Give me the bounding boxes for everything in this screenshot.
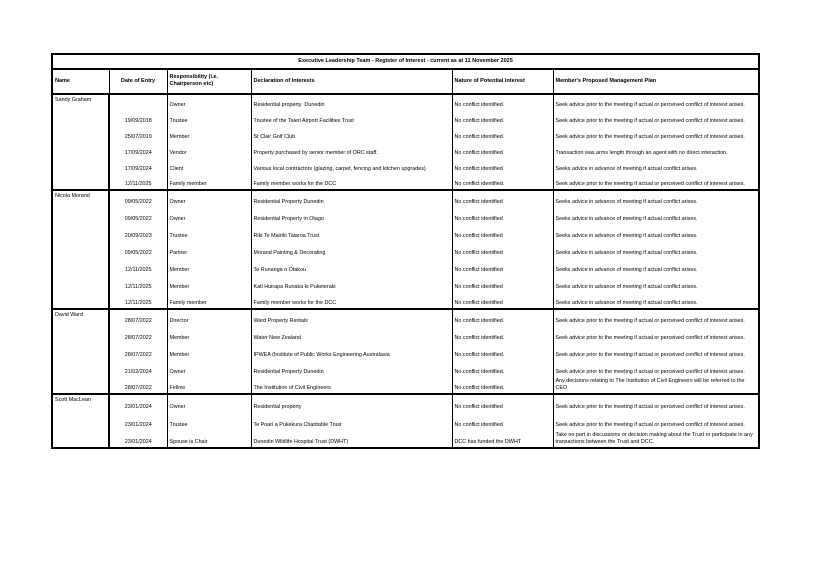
column-header-name: Name (52, 69, 109, 94)
date-cell: 12/11/2025 (124, 300, 152, 306)
table-row (52, 241, 759, 258)
date-cell: 28/07/2022 (124, 335, 152, 341)
nature-cell: No conflict identified. (452, 360, 553, 377)
responsibility-cell: Spouse is Chair (167, 430, 251, 448)
nature-cell: No conflict identified (452, 224, 553, 241)
declaration-cell: Trustee of the Taieri Airport Facilities Trust (251, 110, 452, 126)
declaration-cell: Riki Te Mairiki Taiaroa Trust (251, 224, 452, 241)
page-title: Executive Leadership Team - Register of Interest - current as at 11 November 2025 (52, 54, 759, 69)
plan-cell: Seek advice prior to the meeting if actual or perceived conflict of interest arises. (553, 309, 759, 326)
nature-cell: No conflict identified (452, 142, 553, 158)
table-row (52, 412, 759, 430)
nature-cell: No conflict identified (452, 158, 553, 174)
table-row (52, 94, 759, 110)
declaration-cell: St Clair Golf Club (251, 126, 452, 142)
nature-cell: No conflict identified (452, 190, 553, 207)
responsibility-cell: Director (167, 309, 251, 326)
plan-cell: Seeks advice in advance of meeting if actual conflict arises. (553, 241, 759, 258)
date-cell: 17/09/2024 (124, 150, 152, 156)
nature-cell: No conflict identified. (452, 94, 553, 110)
member-name-cell: David Ward (52, 309, 109, 394)
nature-cell: No conflict identified. (452, 343, 553, 360)
date-cell: 09/05/2022 (124, 250, 152, 256)
responsibility-cell: Owner (167, 394, 251, 412)
table-row (52, 394, 759, 412)
responsibility-cell: Owner (167, 94, 251, 110)
plan-cell: Seek advice prior to the meeting if actual or perceived conflict of interest arises. (553, 343, 759, 360)
responsibility-cell: Member (167, 326, 251, 343)
register-sheet (51, 53, 760, 449)
responsibility-cell: Member (167, 343, 251, 360)
table-row (52, 126, 759, 142)
table-row (52, 142, 759, 158)
responsibility-cell: Member (167, 126, 251, 142)
date-cell: 23/01/2024 (109, 394, 167, 412)
register-table (51, 53, 760, 449)
responsibility-cell: Member (167, 258, 251, 275)
plan-cell: Seek advice prior to the meeting if actual or perceived conflict of interest arises. (553, 94, 759, 110)
nature-cell: No conflict identified (452, 292, 553, 309)
table-row (52, 190, 759, 207)
plan-cell: Seeks advice in advance of meeting if actual conflict arises. (553, 207, 759, 224)
table-row (52, 360, 759, 377)
date-cell: 12/11/2025 (124, 181, 152, 187)
plan-cell: Seeks advice in advance of meeting if actual conflict arises. (553, 275, 759, 292)
declaration-cell: Morand Painting & Decorating (251, 241, 452, 258)
table-row (52, 292, 759, 309)
declaration-cell: Te Poari a Pukekura Charitable Trust (251, 412, 452, 430)
column-header-management-plan: Member's Proposed Management Plan (553, 69, 759, 94)
title-row (52, 54, 759, 69)
responsibility-cell: Owner (167, 360, 251, 377)
table-row (52, 258, 759, 275)
table-row (52, 309, 759, 326)
declaration-cell: Residential Property Dunedin (251, 360, 452, 377)
date-cell: 21/02/2024 (124, 369, 152, 375)
column-header-date-of-entry: Date of Entry (109, 69, 167, 94)
date-cell (109, 94, 167, 110)
plan-cell: Seek advice prior to the meeting if actual or perceived conflict of interest arises. (553, 326, 759, 343)
table-row (52, 275, 759, 292)
plan-cell: Seek advice prior to the meeting if actual or perceived conflict of interest arises. (553, 394, 759, 412)
member-name-cell: Sandy Graham (52, 94, 109, 190)
plan-cell: Seek advice prior to the meeting if actual or perceived conflict of interest arises. (553, 126, 759, 142)
date-cell: 28/07/2022 (109, 309, 167, 326)
column-header-nature-of-potential-interest: Nature of Potential Interest (452, 69, 553, 94)
table-row (52, 343, 759, 360)
declaration-cell: Water New Zealand (251, 326, 452, 343)
plan-cell: Seeks advice in advance of meeting if actual conflict arises. (553, 158, 759, 174)
declaration-cell: Te Runanga o Otakou (251, 258, 452, 275)
date-cell: 23/01/2024 (124, 422, 152, 428)
nature-cell: No conflict identified. (452, 309, 553, 326)
date-cell: 17/09/2024 (124, 166, 152, 172)
declaration-cell: Property purchased by senior member of ORC staff. (251, 142, 452, 158)
column-header-responsibility: Responsibility (i.e. Chairperson etc) (167, 69, 251, 94)
plan-cell: Transaction was arms length through an agent with no direct interaction. (553, 142, 759, 158)
member-name-cell: Scott MacLean (52, 394, 109, 448)
table-row (52, 430, 759, 448)
table-row (52, 207, 759, 224)
declaration-cell: Family member works for the DCC (251, 174, 452, 190)
declaration-cell: IPWEA (Institute of Public Works Engineering Australasia (251, 343, 452, 360)
date-cell: 09/05/2022 (109, 190, 167, 207)
column-header-row (52, 69, 759, 94)
declaration-cell: The Institution of Civil Engineers (251, 377, 452, 394)
plan-cell: Seek advice prior to the meeting if actual or perceived conflict of interest arises. (553, 110, 759, 126)
date-cell: 25/07/2019 (124, 134, 152, 140)
nature-cell: No conflict identified. (452, 377, 553, 394)
nature-cell: No conflict identified (452, 275, 553, 292)
declaration-cell: Family member works for the DCC (251, 292, 452, 309)
plan-cell: Seek advice prior to the meeting if actual or perceived conflict of interest arises. (553, 360, 759, 377)
responsibility-cell: Trustee (167, 224, 251, 241)
responsibility-cell: Family member (167, 174, 251, 190)
declaration-cell: Dunedin Wildlife Hospital Trust (DWHT) (251, 430, 452, 448)
plan-cell: Any decisions relating to The Institution of Civil Engineers will be referred to the CEO (553, 377, 759, 394)
responsibility-cell: Client (167, 158, 251, 174)
responsibility-cell: Trustee (167, 412, 251, 430)
responsibility-cell: Fellow (167, 377, 251, 394)
nature-cell: No conflict identified. (452, 110, 553, 126)
responsibility-cell: Owner (167, 190, 251, 207)
table-row (52, 224, 759, 241)
date-cell: 20/09/2023 (124, 233, 152, 239)
nature-cell: No conflict identified (452, 258, 553, 275)
declaration-cell: Ward Property Rentals (251, 309, 452, 326)
declaration-cell: Residential property (251, 394, 452, 412)
plan-cell: Seeks advice in advance of meeting if actual conflict arises. (553, 258, 759, 275)
responsibility-cell: Owner (167, 207, 251, 224)
plan-cell: Seeks advice in advance of meeting if actual conflict arises. (553, 190, 759, 207)
column-header-declaration-of-interests: Declaration of Interests (251, 69, 452, 94)
date-cell: 28/07/2022 (124, 352, 152, 358)
nature-cell: No conflict identified (452, 412, 553, 430)
plan-cell: Seek advice prior to the meeting if actual or perceived conflict of interest arises. (553, 174, 759, 190)
nature-cell: No conflict identified (452, 394, 553, 412)
plan-cell: Take no part in discussions or decision making about the Trust or participate in any transactions between the Trust and DCC. (553, 430, 759, 448)
nature-cell: DCC has funded the DWHT (452, 430, 553, 448)
nature-cell: No conflict identified (452, 241, 553, 258)
table-row (52, 158, 759, 174)
declaration-cell: Residential Property Dunedin (251, 190, 452, 207)
date-cell: 28/07/2022 (124, 385, 152, 391)
date-cell: 09/05/2022 (124, 216, 152, 222)
plan-cell: Seeks advice in advance of meeting if actual conflict arises. (553, 292, 759, 309)
responsibility-cell: Partner (167, 241, 251, 258)
nature-cell: No conflict identified (452, 207, 553, 224)
date-cell: 12/11/2025 (124, 267, 152, 273)
table-row (52, 174, 759, 190)
nature-cell: No conflict identified. (452, 174, 553, 190)
responsibility-cell: Family member (167, 292, 251, 309)
date-cell: 19/09/2018 (124, 118, 152, 124)
member-name-cell: Nicola Morand (52, 190, 109, 309)
responsibility-cell: Member (167, 275, 251, 292)
nature-cell: No conflict identified. (452, 126, 553, 142)
table-row (52, 110, 759, 126)
date-cell: 23/01/2024 (124, 439, 152, 445)
plan-cell: Seeks advice in advance of meeting if actual conflict arises. (553, 224, 759, 241)
declaration-cell: Residential Property in Otago (251, 207, 452, 224)
declaration-cell: Residential property Dunedin (251, 94, 452, 110)
declaration-cell: Various local contractors (glazing, carpet, fencing and kitchen upgrades) (251, 158, 452, 174)
responsibility-cell: Trustee (167, 110, 251, 126)
responsibility-cell: Vendor (167, 142, 251, 158)
plan-cell: Seek advice prior to the meeting if actual or perceived conflict of interest arises. (553, 412, 759, 430)
table-row (52, 377, 759, 394)
date-cell: 12/11/2025 (124, 284, 152, 290)
nature-cell: No conflict identified. (452, 326, 553, 343)
table-row (52, 326, 759, 343)
declaration-cell: Kati Huirapa Runaka ki Puketeraki (251, 275, 452, 292)
